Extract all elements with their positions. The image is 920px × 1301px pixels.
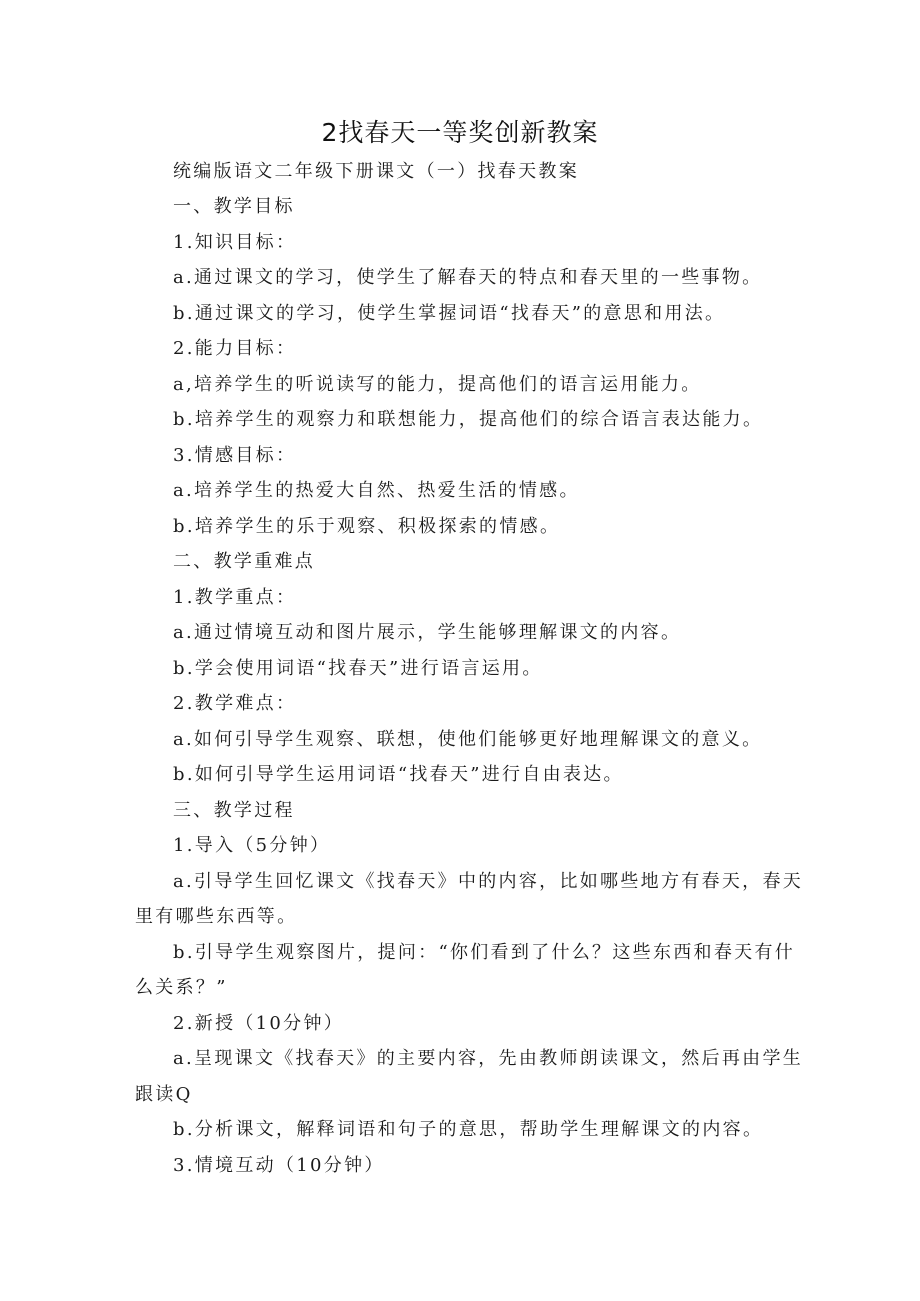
- body-line: b.如何引导学生运用词语“找春天”进行自由表达。: [173, 764, 624, 785]
- subsection-heading: 2.能力目标：: [173, 338, 297, 359]
- subsection-heading: 1.导入（5分钟）: [173, 835, 331, 856]
- body-line: b.分析课文，解释词语和句子的意思，帮助学生理解课文的内容。: [173, 1119, 764, 1140]
- body-line: a.通过课文的学习，使学生了解春天的特点和春天里的一些事物。: [173, 267, 763, 288]
- subsection-heading: 1.教学重点：: [173, 587, 297, 608]
- section-heading: 二、教学重难点: [173, 551, 316, 572]
- body-line-continued: 跟读Q: [135, 1084, 193, 1105]
- body-line: b.培养学生的观察力和联想能力，提高他们的综合语言表达能力。: [173, 409, 764, 430]
- body-line: a,培养学生的听说读写的能力，提高他们的语言运用能力。: [173, 374, 702, 395]
- body-line: b.引导学生观察图片，提问：“你们看到了什么？这些东西和春天有什: [173, 942, 796, 963]
- section-heading: 三、教学过程: [173, 800, 295, 821]
- subsection-heading: 1.知识目标：: [173, 232, 297, 253]
- body-line: a.通过情境互动和图片展示，学生能够理解课文的内容。: [173, 622, 682, 643]
- subsection-heading: 2.教学难点：: [173, 693, 297, 714]
- body-line: a.引导学生回忆课文《找春天》中的内容，比如哪些地方有春天，春天: [173, 871, 804, 892]
- body-line: a.培养学生的热爱大自然、热爱生活的情感。: [173, 480, 580, 501]
- section-heading: 一、教学目标: [173, 196, 295, 217]
- body-line: b.通过课文的学习，使学生掌握词语“找春天”的意思和用法。: [173, 303, 726, 324]
- body-line-continued: 里有哪些东西等。: [135, 906, 298, 927]
- body-line: a.呈现课文《找春天》的主要内容，先由教师朗读课文，然后再由学生: [173, 1048, 804, 1069]
- subtitle-line: 统编版语文二年级下册课文（一）找春天教案: [173, 161, 579, 182]
- subsection-heading: 3.情感目标：: [173, 445, 297, 466]
- body-line-continued: 么关系？”: [135, 977, 228, 998]
- body-line: b.学会使用词语“找春天”进行语言运用。: [173, 658, 543, 679]
- subsection-heading: 3.情境互动（10分钟）: [173, 1155, 385, 1176]
- document-title: 2找春天一等奖创新教案: [321, 118, 599, 147]
- body-line: a.如何引导学生观察、联想，使他们能够更好地理解课文的意义。: [173, 729, 763, 750]
- subsection-heading: 2.新授（10分钟）: [173, 1013, 345, 1034]
- body-line: b.培养学生的乐于观察、积极探索的情感。: [173, 516, 561, 537]
